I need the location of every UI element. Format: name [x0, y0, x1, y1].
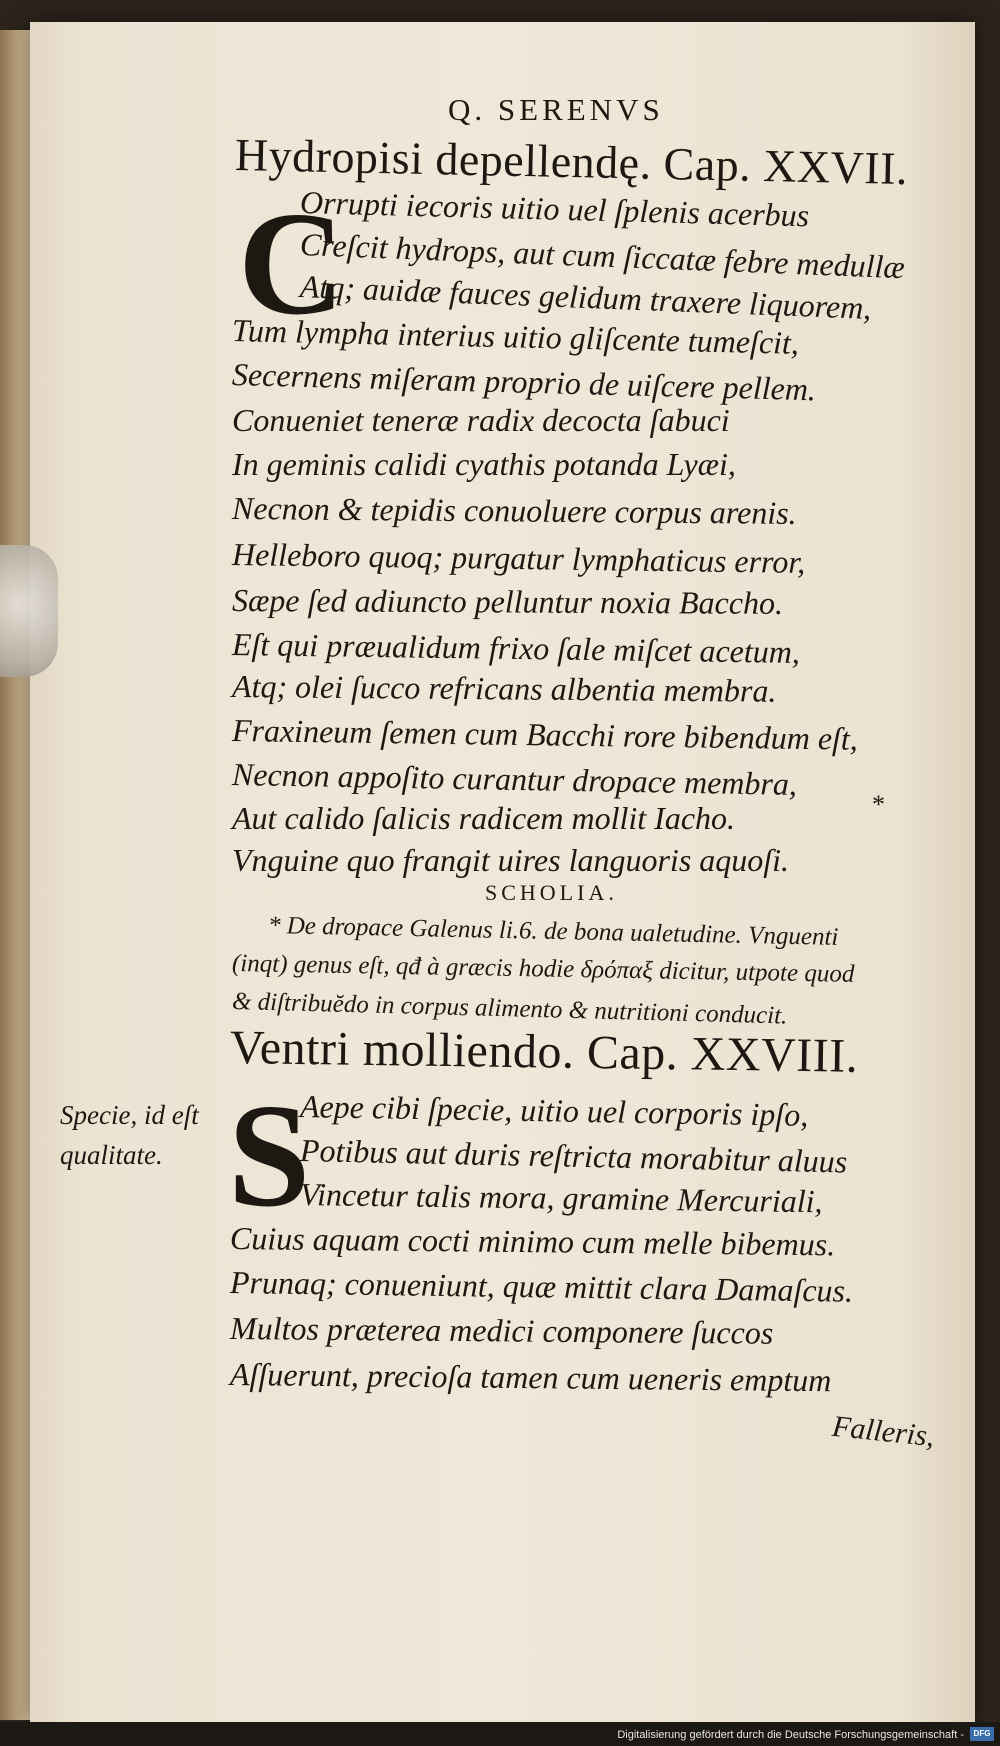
- verse-line: Multos præterea medici componere ſuccos: [229, 1310, 774, 1351]
- drop-capital: S: [228, 1074, 311, 1238]
- footer-credit: Digitalisierung gefördert durch die Deutsche Forschungsgemeinschaft -: [617, 1729, 964, 1741]
- verse-line: Conueniet teneræ radix decocta ſabuci: [232, 402, 730, 438]
- verse-line: Cuius aquam cocti minimo cum melle bibemus.: [229, 1220, 836, 1263]
- running-head: Q. SERENVS: [448, 92, 664, 127]
- verse-line: Prunaq; conueniunt, quæ mittit clara Damaſcus.: [229, 1264, 854, 1309]
- footnote-mark: *: [872, 790, 885, 819]
- catchword: Falleris,: [830, 1409, 936, 1454]
- verse-line: Creſcit hydrops, aut cum ſiccatæ febre medullæ: [299, 226, 906, 286]
- verse-line: Fraxineum ſemen cum Bacchi rore bibendum eſt,: [231, 712, 859, 757]
- margin-note-line: Specie, id eſt: [60, 1100, 199, 1130]
- verse-line: Secernens miſeram proprio de uiſcere pellem.: [231, 356, 817, 408]
- verse-line: Helleboro quoq; purgatur lymphaticus error,: [231, 536, 806, 581]
- verse-line: Tum lympha interius uitio gliſcente tumeſcit,: [231, 312, 800, 361]
- verse-line: Aſſuerunt, precioſa tamen cum ueneris emptum: [229, 1356, 832, 1399]
- scholia-line: * De dropace Galenus li.6. de bona ualetudine. Vnguenti: [267, 912, 839, 951]
- verse-line: In geminis calidi cyathis potanda Lyæi,: [232, 446, 736, 482]
- verse-line: Aepe cibi ſpecie, uitio uel corporis ipſo,: [299, 1088, 809, 1133]
- verse-line: Aut calido ſalicis radicem mollit Iacho.: [232, 800, 736, 836]
- drop-capital: C: [238, 182, 345, 346]
- dfg-logo: DFG: [970, 1727, 994, 1741]
- verse-line: Eſt qui præualidum frixo ſale miſcet acetum,: [231, 626, 801, 670]
- verse-line: Vnguine quo frangit uires languoris aquoſi.: [232, 842, 790, 878]
- page-clip: [0, 545, 58, 677]
- verse-line: Necnon & tepidis conuoluere corpus arenis.: [231, 490, 797, 531]
- chapter-title: Ventri molliendo. Cap. XXVIII.: [229, 1021, 859, 1083]
- verse-line: Necnon appoſito curantur dropace membra,: [231, 756, 798, 802]
- verse-line: Vincetur talis mora, gramine Mercuriali,: [299, 1176, 823, 1220]
- verse-line: Sæpe ſed adiuncto pelluntur noxia Baccho.: [231, 582, 784, 621]
- scholia-heading: SCHOLIA.: [485, 880, 618, 905]
- scholia-line: & diſtribuĕdo in corpus alimento & nutritioni conducit.: [231, 988, 788, 1030]
- verse-line: Orrupti iecoris uitio uel ſplenis acerbus: [299, 184, 810, 234]
- verse-line: Atq; auidæ fauces gelidum traxere liquorem,: [299, 268, 873, 326]
- verse-line: Atq; olei ſucco refricans albentia membra.: [231, 668, 777, 709]
- chapter-title: Hydropisi depellendę. Cap. XXVII.: [234, 129, 909, 195]
- scholia-line: (inqt) genus eſt, qđ à græcis hodie δρόπαξ dicitur, utpote quod: [231, 950, 855, 988]
- verse-line: Potibus aut duris reſtricta morabitur aluus: [299, 1132, 848, 1180]
- margin-note-line: qualitate.: [60, 1140, 163, 1170]
